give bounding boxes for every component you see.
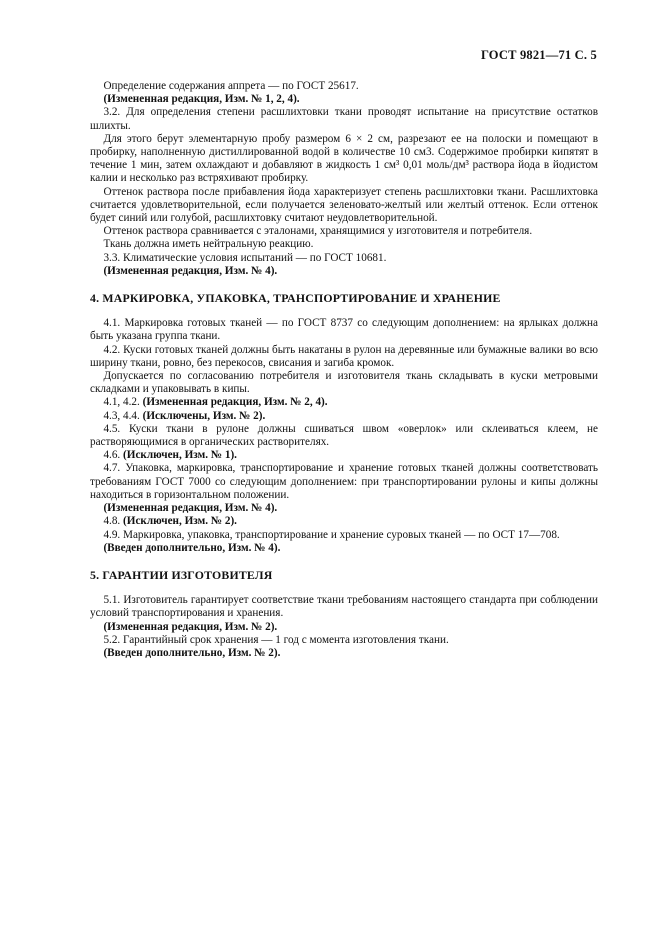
paragraph: 3.3. Климатические условия испытаний — по ГОСТ 10681. xyxy=(103,251,387,264)
paragraph: Определение содержания аппрета — по ГОСТ 25617. xyxy=(103,80,359,92)
clause-number: 4.3, 4.4. xyxy=(103,409,143,422)
paragraph: 3.2. Для определения степени расшлихтовки ткани проводят испытание на присутствие остатков шлихты. xyxy=(90,106,598,132)
amendment-note: (Исключены, Изм. № 2). xyxy=(142,409,266,422)
paragraph: 4.2. Куски готовых тканей должны быть накатаны в рулон на деревянные или бумажные валики во всю ширину ткани, ровно, без перекосов, свисания и загиба кромок. xyxy=(90,343,598,369)
clause-number: 4.8. xyxy=(103,515,124,528)
amendment-note: (Измененная редакция, Изм. № 2, 4). xyxy=(142,396,328,409)
clause-number: 4.1, 4.2. xyxy=(103,396,143,409)
section-title: 5. ГАРАНТИИ ИЗГОТОВИТЕЛЯ xyxy=(90,567,273,582)
amendment-note: (Введен дополнительно, Изм. № 2). xyxy=(103,646,281,659)
amendment-note: (Исключен, Изм. № 1). xyxy=(123,449,237,462)
paragraph: 4.7. Упаковка, маркировка, транспортирование и хранение готовых тканей должны соответствовать требованиям ГОСТ 7000 со следующим дополнением: при транспортировании рулоны и кипы должны находиться в горизонтальном положении. xyxy=(90,462,598,501)
paragraph: 4.1. Маркировка готовых тканей — по ГОСТ 8737 со следующим дополнением: на ярлыках должна быть указана группа ткани. xyxy=(90,317,598,343)
paragraph: Для этого берут элементарную пробу размером 6 × 2 см, разрезают ее на полоски и помещают в пробирку, наполненную дистиллированной водой в количестве 10 см3. Содержимое пробирки кипятят в течение 1 мин, затем охлаждают и добавляют в жидкость 1 см³ 0,01 моль/дм³ раствора йода в йодистом калии и несколько раз встряхивают пробирку. xyxy=(90,132,598,185)
amendment-note: (Измененная редакция, Изм. № 2). xyxy=(103,620,278,633)
amendment-note: (Введен дополнительно, Изм. № 4). xyxy=(103,541,281,554)
document-body xyxy=(90,80,598,660)
paragraph xyxy=(90,515,598,528)
amendment-note: (Измененная редакция, Изм. № 1, 2, 4). xyxy=(103,93,300,106)
paragraph: 5.1. Изготовитель гарантирует соответствие ткани требованиям настоящего стандарта при соблюдении условий транспортирования и хранения. xyxy=(90,594,598,620)
page-header: ГОСТ 9821—71 С. 5 xyxy=(480,48,597,62)
amendment-note: (Измененная редакция, Изм. № 4). xyxy=(103,264,278,277)
paragraph: 4.9. Маркировка, упаковка, транспортирование и хранение суровых тканей — по ОСТ 17—708. xyxy=(103,528,560,541)
paragraph xyxy=(90,410,598,423)
paragraph: 5.2. Гарантийный срок хранения — 1 год с момента изготовления ткани. xyxy=(103,633,449,646)
section-title: 4. МАРКИРОВКА, УПАКОВКА, ТРАНСПОРТИРОВАНИЕ И ХРАНЕНИЕ xyxy=(90,291,501,306)
paragraph: Оттенок раствора после прибавления йода характеризует степень расшлихтовки ткани. Расшлихтовка считается удовлетворительной, если получается зеленовато-желтый или желтый оттенок. Если оттенок будет синий или голубой, расшлихтовку считают неудовлетворительной. xyxy=(90,185,598,225)
paragraph: Ткань должна иметь нейтральную реакцию. xyxy=(103,238,314,251)
paragraph xyxy=(90,396,598,409)
paragraph: Допускается по согласованию потребителя и изготовителя ткань складывать в куски метровыми складками и упаковывать в кипы. xyxy=(90,370,598,396)
clause-number: 4.6. xyxy=(103,449,124,462)
paragraph: 4.5. Куски ткани в рулоне должны сшиваться швом «оверлок» или склеиваться клеем, не растворяющимися в органических растворителях. xyxy=(90,422,598,449)
amendment-note: (Измененная редакция, Изм. № 4). xyxy=(103,502,278,515)
paragraph xyxy=(90,449,598,462)
amendment-note: (Исключен, Изм. № 2). xyxy=(123,515,237,528)
paragraph: Оттенок раствора сравнивается с эталонами, хранящимися у изготовителя и потребителя. xyxy=(103,225,533,238)
